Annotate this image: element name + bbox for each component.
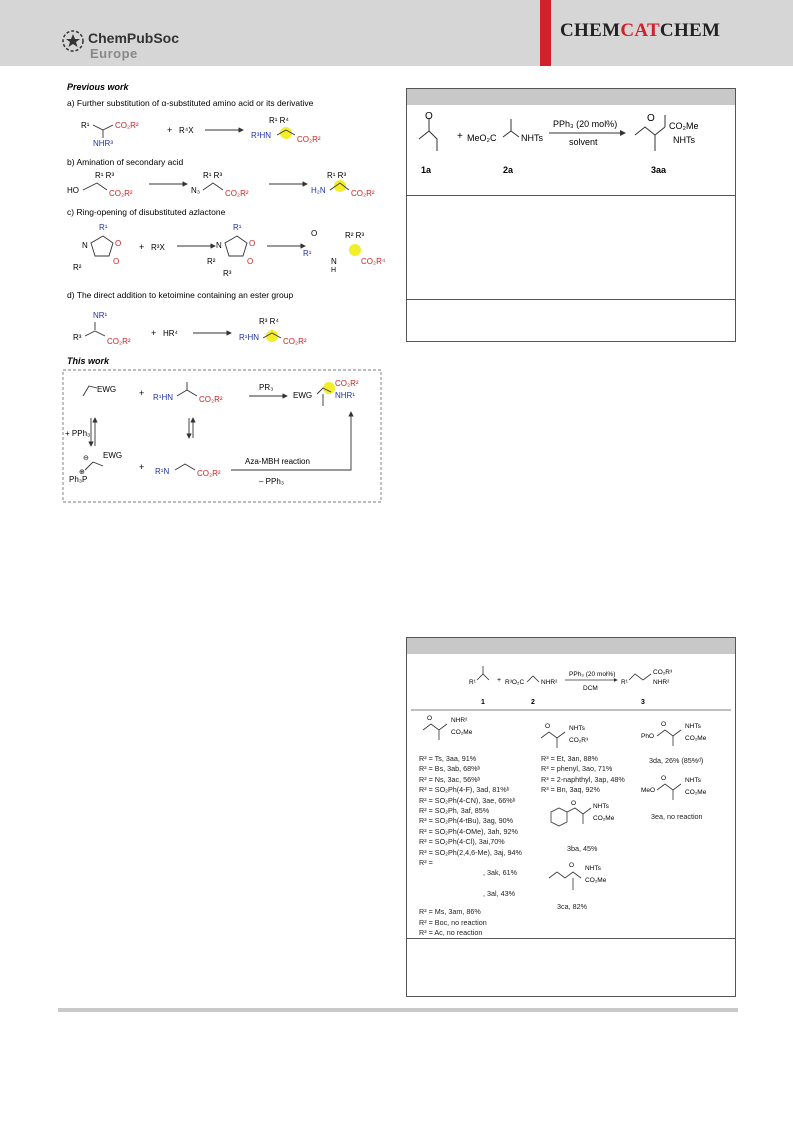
svg-text:R¹: R¹ <box>469 679 476 686</box>
reagent-pr3: PR₃ <box>259 383 274 392</box>
svg-text:R³: R³ <box>73 333 82 342</box>
svg-text:CO₂R²: CO₂R² <box>115 121 139 130</box>
col1-row: R² = Boc, no reaction <box>419 917 487 927</box>
product-co2me: CO₂Me <box>669 121 699 131</box>
svg-text:CO₂Me: CO₂Me <box>585 877 607 884</box>
col1-row: R² = SO₂Ph(4-OMe), 3ah, 92% <box>419 826 518 836</box>
svg-text:HO: HO <box>67 186 79 195</box>
svg-text:N₃: N₃ <box>191 186 201 195</box>
publisher-sub: Europe <box>90 46 138 61</box>
sm2-right: NHTs <box>521 133 543 143</box>
svg-text:O: O <box>661 775 667 782</box>
table-2 <box>406 637 736 997</box>
route-b-label: b) Amination of secondary acid <box>67 157 184 167</box>
svg-text:R¹: R¹ <box>621 679 628 686</box>
table-2-reagent: PPh₃ (20 mol%) <box>569 671 616 678</box>
svg-text:R¹: R¹ <box>303 249 312 258</box>
compound-1a-structure <box>419 111 437 151</box>
ewg-label: EWG <box>97 385 117 394</box>
label-2: 2 <box>531 699 535 706</box>
label-1: 1 <box>481 699 485 706</box>
table-1 <box>406 88 736 342</box>
plus-pph3-label: + PPh₃ <box>65 429 91 438</box>
svg-text:O: O <box>425 111 433 122</box>
col1-row: R² = SO₂Ph(4-tBu), 3ag, 90% <box>419 816 514 826</box>
svg-text:CO₂R³: CO₂R³ <box>569 737 589 744</box>
col1-row: R² = <box>419 858 433 868</box>
svg-text:R³: R³ <box>223 269 232 278</box>
svg-text:N: N <box>331 257 337 266</box>
star-logo-icon <box>62 30 84 52</box>
route-b-structures <box>67 171 375 198</box>
compound-3ca-structure <box>541 860 631 900</box>
svg-text:N: N <box>216 241 222 250</box>
table-1-reagent: PPh₃ (20 mol%) <box>553 119 618 129</box>
journal-title <box>560 20 720 42</box>
svg-text:+: + <box>167 125 173 135</box>
col1-row: R² = SO₂Ph(2,4,6-Me), 3aj, 94% <box>419 847 522 857</box>
svg-text:CO₂R²: CO₂R² <box>199 395 223 404</box>
svg-text:NHTs: NHTs <box>593 803 609 810</box>
label-3da: 3da, 26% (85%ᵈ) <box>649 756 704 765</box>
col2-row: R³ = Bn, 3aq, 92% <box>541 785 600 795</box>
ph3p-label: Ph₃P <box>69 475 88 484</box>
table-1-divider-bottom <box>407 299 735 300</box>
label-3ca: 3ca, 82% <box>557 902 587 911</box>
col2-nhts: NHTs <box>569 725 585 732</box>
svg-text:O: O <box>311 229 318 238</box>
svg-text:+: + <box>139 242 145 252</box>
publisher-logo <box>62 26 222 62</box>
svg-text:NR¹: NR¹ <box>93 311 108 320</box>
col1-row: R² = Ns, 3ac, 56%ᵇ <box>419 774 481 784</box>
svg-text:R¹ R³: R¹ R³ <box>203 171 223 180</box>
anion-sign: ⊖ <box>83 455 89 462</box>
svg-text:R¹HN: R¹HN <box>239 333 259 342</box>
table-2-divider-bottom <box>407 938 735 939</box>
svg-text:CO₂Me: CO₂Me <box>685 735 707 742</box>
svg-text:CO₂R²: CO₂R² <box>351 189 375 198</box>
route-a-structures <box>81 116 321 148</box>
label-2a: 2a <box>503 165 514 175</box>
svg-text:R¹ R⁴: R¹ R⁴ <box>269 116 289 125</box>
scheme-previous-and-this-work <box>55 78 390 518</box>
svg-text:O: O <box>647 113 655 124</box>
svg-text:NHR²: NHR² <box>541 679 558 686</box>
col2-row: R³ = phenyl, 3ao, 71% <box>541 764 613 774</box>
footer-rule <box>58 1008 738 1012</box>
svg-text:N: N <box>82 241 88 250</box>
col1-row: R² = Ms, 3am, 86% <box>419 907 481 917</box>
col2-base-structure <box>537 718 607 754</box>
svg-text:CO₂R²: CO₂R² <box>335 379 359 388</box>
label-3aa: 3aa <box>651 165 667 175</box>
svg-text:NHR³: NHR³ <box>93 139 113 148</box>
svg-text:R¹ R³: R¹ R³ <box>327 171 347 180</box>
table-1-solvent: solvent <box>569 137 598 147</box>
svg-text:O: O <box>427 715 433 722</box>
sm2-left: MeO₂C <box>467 133 497 143</box>
svg-text:R¹: R¹ <box>81 121 90 130</box>
col1-row: R² = SO₂Ph(4-F), 3ad, 81%ᵇ <box>419 785 510 795</box>
svg-text:NHTs: NHTs <box>585 865 601 872</box>
svg-text:CO₂R³: CO₂R³ <box>653 669 673 676</box>
svg-text:EWG: EWG <box>293 391 313 400</box>
svg-text:CO₂R²: CO₂R² <box>283 337 307 346</box>
table-1-scheme <box>407 89 735 199</box>
scheme-drawing <box>55 78 390 518</box>
col1-row: R² = Bs, 3ab, 68%ᵇ <box>419 764 481 774</box>
svg-text:CO₂Me: CO₂Me <box>593 815 615 822</box>
journal-red-tab <box>540 0 551 66</box>
svg-text:O: O <box>113 257 120 266</box>
svg-text:NHR²: NHR² <box>451 717 468 724</box>
reagent-r4x: R⁴X <box>179 126 194 135</box>
page-header <box>0 0 793 66</box>
svg-text:R²: R² <box>73 263 82 272</box>
meo-label: MeO <box>641 787 656 794</box>
svg-text:CO₂R²: CO₂R² <box>109 189 133 198</box>
route-d-label: d) The direct addition to ketoimine containing an ester group <box>67 290 294 300</box>
svg-text:O: O <box>569 862 575 869</box>
col1-row: R² = SO₂Ph(4-Cl), 3ai,70% <box>419 837 505 847</box>
minus-pph3-label: – PPh₃ <box>259 477 285 486</box>
pho-label: PhO <box>641 733 655 740</box>
svg-text:R¹HN: R¹HN <box>153 393 173 402</box>
svg-text:H₂N: H₂N <box>311 186 326 195</box>
col1-row: R² = Ac, no reaction <box>419 928 483 938</box>
col1-pyridyl-row: , 3al, 43% <box>483 888 515 898</box>
compound-3da-structure <box>641 718 733 754</box>
svg-text:R¹ R³: R¹ R³ <box>95 171 115 180</box>
svg-text:CO₂R⁴: CO₂R⁴ <box>361 257 386 266</box>
table-2-col1 <box>419 754 559 939</box>
table-1-divider-top <box>407 195 735 196</box>
svg-text:R³O₂C: R³O₂C <box>505 679 525 686</box>
svg-text:R²: R² <box>207 257 216 266</box>
journal-left: CHEM <box>560 20 621 41</box>
previous-work-heading: Previous work <box>67 82 129 92</box>
svg-text:+: + <box>497 677 502 684</box>
label-3: 3 <box>641 699 645 706</box>
svg-text:CO₂R²: CO₂R² <box>225 189 249 198</box>
svg-text:+: + <box>139 388 145 398</box>
label-1a: 1a <box>421 165 432 175</box>
svg-text:R¹: R¹ <box>99 223 108 232</box>
svg-text:O: O <box>661 721 667 728</box>
svg-text:CO₂Me: CO₂Me <box>685 789 707 796</box>
col1-row: R² = Ts, 3aa, 91% <box>419 754 477 763</box>
journal-mid: CAT <box>620 20 660 41</box>
svg-text:R¹: R¹ <box>233 223 242 232</box>
svg-text:R¹N: R¹N <box>155 467 170 476</box>
svg-text:EWG: EWG <box>103 451 123 460</box>
aza-mbh-label: Aza-MBH reaction <box>245 457 310 466</box>
this-work-structures <box>65 379 359 486</box>
table-2-col2 <box>541 754 651 796</box>
route-d-structures <box>73 311 307 346</box>
svg-text:NHR²: NHR² <box>653 679 670 686</box>
svg-text:+: + <box>457 131 463 142</box>
svg-text:R³HN: R³HN <box>251 131 271 140</box>
col1-row: R² = SO₂Ph, 3af, 85% <box>419 806 490 816</box>
reagent-hr4: HR⁴ <box>163 329 178 338</box>
label-3ba: 3ba, 45% <box>567 844 598 853</box>
route-c-structures <box>73 223 386 278</box>
svg-text:⊕: ⊕ <box>79 469 85 476</box>
svg-text:R³ R⁴: R³ R⁴ <box>259 317 279 326</box>
compound-3ba-structure <box>541 800 631 840</box>
svg-text:CO₂R²: CO₂R² <box>197 469 221 478</box>
svg-text:NHTs: NHTs <box>685 723 701 730</box>
reagent-r3x: R³X <box>151 243 165 252</box>
journal-right: CHEM <box>659 20 721 41</box>
svg-text:CO₂R²: CO₂R² <box>297 135 321 144</box>
col1-row: R² = SO₂Ph(4-CN), 3ae, 66%ᵇ <box>419 795 516 805</box>
svg-text:+: + <box>139 462 145 472</box>
col2-row: R³ = Et, 3an, 88% <box>541 754 598 763</box>
route-c-label: c) Ring-opening of disubstituted azlactone <box>67 207 226 217</box>
compound-3ea-structure <box>641 772 733 808</box>
route-a-label: a) Further substitution of α-substituted amino acid or its derivative <box>67 98 314 108</box>
col1-thienyl-row: , 3ak, 61% <box>483 868 517 878</box>
svg-text:+: + <box>151 328 157 338</box>
this-work-heading: This work <box>67 356 110 366</box>
publisher-name: ChemPubSoc <box>88 30 180 46</box>
svg-text:NHR¹: NHR¹ <box>335 391 355 400</box>
svg-text:O: O <box>571 800 577 807</box>
table-2-solvent: DCM <box>583 685 598 692</box>
svg-text:NHTs: NHTs <box>685 777 701 784</box>
svg-text:O: O <box>249 239 256 248</box>
svg-text:O: O <box>545 723 551 730</box>
col2-row: R³ = 2-naphthyl, 3ap, 48% <box>541 774 625 784</box>
svg-text:R² R³: R² R³ <box>345 231 365 240</box>
col2-structure-drawing <box>537 718 607 752</box>
svg-text:CO₂Me: CO₂Me <box>451 729 473 736</box>
svg-text:CO₂R²: CO₂R² <box>107 337 131 346</box>
svg-text:O: O <box>115 239 122 248</box>
product-nhts: NHTs <box>673 135 695 145</box>
compound-3aa-structure <box>635 113 665 151</box>
svg-text:O: O <box>247 257 254 266</box>
label-3ea: 3ea, no reaction <box>651 812 703 821</box>
svg-text:H: H <box>331 267 337 274</box>
